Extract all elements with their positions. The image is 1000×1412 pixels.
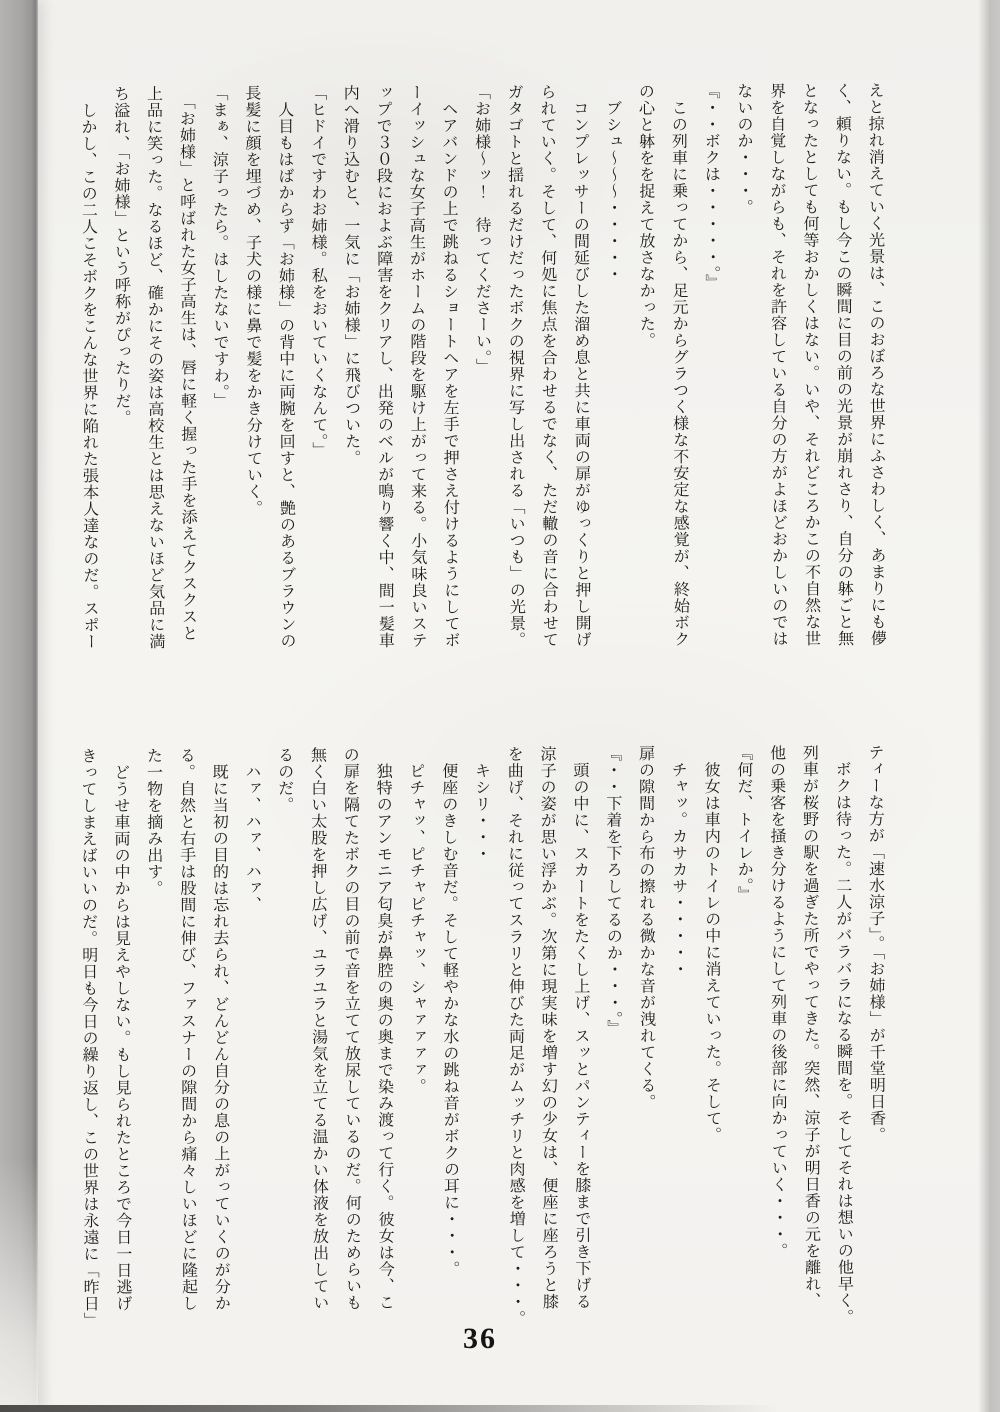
text-column: 界を自覚しながらも、それを許容している自分の方がよほどおかしいのでは bbox=[767, 82, 788, 647]
text-column: 便座のきしむ音だ。そして軽やかな水の跳ね音がボクの耳に・・・。 bbox=[439, 745, 459, 1278]
text-column: ハァ、ハァ、ハァ、 bbox=[242, 746, 261, 913]
text-column: 人目もはばからず「お姉様」の背中に両腕を回すと、艶のあるブラウンの bbox=[275, 84, 296, 650]
text-column: しかし、この二人こそボクをこんな世界に陥れた張本人達なのだ。スポー bbox=[78, 85, 99, 650]
text-column: となったとしても何等おかしくはない。いや、それどころかこの不自然な世 bbox=[800, 82, 820, 647]
scan-edge-left bbox=[0, 0, 38, 1412]
text-column: 他の乗客を掻き分けるようにして列車の後部に向かっていく・・・。 bbox=[767, 744, 787, 1260]
text-column: 内へ滑り込むと、一気に「お姉様」に飛びついた。 bbox=[341, 84, 360, 467]
text-column: ーイッシュな女子高生がホームの階段を駆け上がって来る。小気味良いステ bbox=[406, 84, 427, 649]
text-column: を曲げ、それに従ってスラリと伸びた両足がムッチリと肉感を増して・・・。 bbox=[505, 745, 525, 1327]
text-column: 上品に笑った。なるほど、確かにその姿は高校生とは思えないほど気品に満 bbox=[144, 85, 164, 650]
text-column: 列車が桜野の駅を過ぎた所でやってきた。突然、涼子が明日香の元を離れ、 bbox=[800, 744, 820, 1309]
text-column: チャッ。カサカサ・・・・・ bbox=[669, 744, 688, 978]
text-column: 頭の中に、スカートをたくし上げ、スッとパンティーを膝まで引き下げる bbox=[570, 745, 591, 1310]
text-column: 長髪に顔を埋づめ、子犬の様に鼻で髪をかき分けていく。 bbox=[242, 84, 262, 517]
text-column: る。自然と右手は股間に伸び、ファスナーの隙間から痛々しいほどに隆起し bbox=[177, 747, 197, 1312]
text-column: られていく。そして、何処に焦点を合わせるでなく、ただ轍の音に合わせて bbox=[538, 83, 558, 648]
text-column: ップで３０段におよぶ障害をクリアし、出発のベルが鳴り響く中、間一髪車 bbox=[374, 84, 394, 649]
text-column: 『・・ボクは・・・・・。』 bbox=[702, 82, 720, 291]
text-column: ないのか・・・。 bbox=[734, 82, 753, 216]
vertical-text-block-bottom bbox=[70, 744, 893, 1388]
text-column: コンプレッサーの間延びした溜め息と共に車両の扉がゆっくりと押し開げ bbox=[570, 83, 591, 648]
text-column: ボクは待った。二人がバラバラになる瞬間を。そしてそれは想いの他早く。 bbox=[833, 744, 853, 1326]
text-column: どうせ車両の中からは見えやしない。もし見られたところで今日一日逃げ bbox=[111, 747, 132, 1312]
vertical-text-block-top bbox=[70, 82, 893, 726]
text-column: の扉を隔てたボクの目の前で音を立てて放尿しているのだ。何のためらいも bbox=[341, 746, 361, 1311]
text-column: ガタゴトと揺れるだけだったボクの視界に写し出される「いつも」の光景。 bbox=[505, 83, 525, 649]
text-column: るのだ。 bbox=[275, 746, 293, 814]
page-number: 36 bbox=[463, 1322, 497, 1355]
text-column: 「ヒドイですわお姉様。私をおいていくなんて。」 bbox=[308, 84, 328, 459]
text-column: えと掠れ消えていく光景は、このおぼろな世界にふさわしく、あまりにも儚 bbox=[866, 82, 886, 647]
text-column: 扉の隙間から布の擦れる微かな音が洩れてくる。 bbox=[636, 745, 656, 1111]
text-column: この列車に乗ってから、足元からグラつく様な不安定な感覚が、終始ボク bbox=[669, 82, 689, 648]
text-column: ち溢れ、「お姉様」という呼称がぴったりだ。 bbox=[111, 85, 131, 427]
text-column: ティーな方が「速水涼子」。「お姉様」が千堂明日香。 bbox=[866, 744, 885, 1144]
scan-edge-bottom bbox=[0, 1405, 1000, 1412]
scan-edge-right bbox=[978, 0, 1000, 1412]
text-column: 『・・下着を下ろしてるのか・・・。』 bbox=[603, 745, 622, 1037]
text-column: の心と躰をを捉えて放さなかった。 bbox=[636, 83, 655, 349]
text-column: ブシュ～～～・・・・・ bbox=[603, 83, 622, 283]
text-column: 『何だ、トイレか。』 bbox=[734, 744, 753, 903]
text-column: く、頼りない。もし今この瞬間に目の前の光景が崩れさり、自分の躰ごと無 bbox=[833, 82, 853, 647]
text-column: 涼子の姿が思い浮かぶ。次第に現実味を増す幻の少女は、便座に座ろうと膝 bbox=[538, 745, 558, 1310]
text-column: 「まぁ、涼子ったら。はしたないですわ。」 bbox=[210, 84, 229, 409]
text-column: きってしまえばいいのだ。明日も今日の繰り返し、この世界は永遠に「昨日」 bbox=[78, 747, 99, 1329]
text-column: 独特のアンモニア匂臭が鼻腔の奥の奥まで染み渡って行く。彼女は今、こ bbox=[374, 746, 394, 1311]
text-column: 「お姉様～ッ！ 待ってくださーい。」 bbox=[472, 83, 491, 375]
text-column: た一物を摘み出す。 bbox=[144, 747, 163, 897]
text-column: 「お姉様」と呼ばれた女子高生は、唇に軽く握った手を添えてクスクスと bbox=[177, 85, 197, 642]
text-column: 既に当初の目的は忘れ去られ、どんどん自分の息の上がっていくのが分か bbox=[210, 746, 230, 1312]
text-column: ピチャッ、ピチャピチャッ、シャァァァァ。 bbox=[406, 746, 426, 1095]
text-column: キシリ・・・ bbox=[472, 745, 490, 863]
text-column: 彼女は車内のトイレの中に消えていった。そして。 bbox=[702, 744, 721, 1144]
text-column: ヘアバンドの上で跳ねるショートヘアを左手で押さえ付けるようにしてボ bbox=[439, 83, 460, 649]
text-column: 無く白い太股を押し広げ、ユラユラと湯気を立てる温かい体液を放出してい bbox=[308, 746, 328, 1311]
